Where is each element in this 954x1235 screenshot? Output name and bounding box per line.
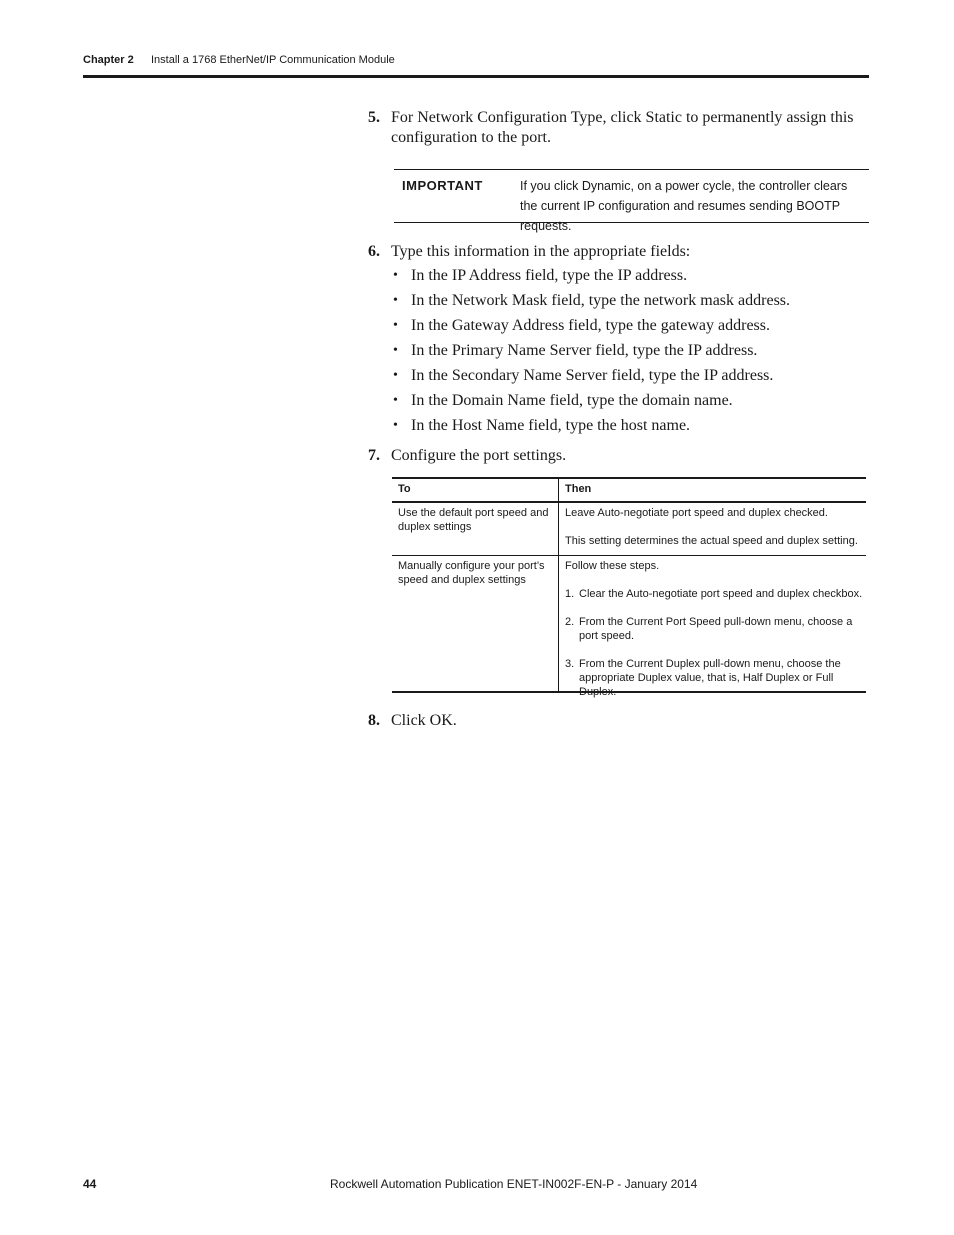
list-item-text: From the Current Duplex pull-down menu, choose the appropriate Duplex value, that is, Half Duplex or Full Duplex.	[579, 658, 841, 698]
cell-text: Follow these steps.	[565, 560, 660, 572]
column-header-then: Then	[565, 483, 592, 495]
table-header-rule	[392, 501, 866, 503]
bullet-icon: •	[393, 293, 398, 308]
cell-text: Leave Auto-negotiate port speed and duplex checked.	[565, 507, 828, 519]
table-row-1-to	[398, 506, 550, 534]
list-number: 2.	[565, 616, 575, 628]
bullet-icon: •	[393, 343, 398, 358]
cell-text: This setting determines the actual speed and duplex setting.	[565, 535, 858, 547]
step-number: 6.	[368, 243, 380, 260]
cell-text: Manually configure your port’s speed and duplex settings	[398, 560, 545, 586]
step-text: Type this information in the appropriate fields:	[391, 243, 691, 260]
list-item	[391, 341, 861, 366]
table-column-divider	[558, 477, 559, 692]
list-item-text: In the Network Mask field, type the network mask address.	[411, 292, 791, 309]
step-text: For Network Configuration Type, click Static to permanently assign this configuration to the port.	[391, 109, 854, 146]
table-row-2-to	[398, 559, 550, 587]
list-item	[565, 587, 863, 601]
bullet-icon: •	[393, 393, 398, 408]
list-item-text: In the IP Address field, type the IP address.	[411, 267, 688, 284]
bullet-icon: •	[393, 268, 398, 283]
list-item-text: In the Gateway Address field, type the gateway address.	[411, 317, 770, 334]
procedure-list	[565, 587, 863, 699]
important-text: If you click Dynamic, on a power cycle, the controller clears the current IP configuration and resumes sending BOOTP requests.	[520, 179, 848, 233]
bullet-icon: •	[393, 368, 398, 383]
table-row-rule	[392, 555, 866, 556]
list-item-text: Clear the Auto-negotiate port speed and duplex checkbox.	[579, 588, 863, 600]
list-item	[391, 391, 861, 416]
page-header	[83, 53, 869, 75]
list-number: 1.	[565, 588, 575, 600]
page-number: 44	[83, 1177, 97, 1191]
step-number: 7.	[368, 447, 380, 464]
list-number: 3.	[565, 658, 575, 670]
step-text: Click OK.	[391, 712, 457, 729]
list-item-text: In the Primary Name Server field, type the IP address.	[411, 342, 758, 359]
list-item	[565, 657, 863, 699]
field-bullet-list	[391, 266, 861, 441]
list-item	[391, 416, 861, 441]
chapter-title: Install a 1768 EtherNet/IP Communication Module	[151, 54, 395, 66]
table-row-2-then	[565, 559, 863, 699]
cell-text: Use the default port speed and duplex settings	[398, 507, 549, 533]
table-row-1-then	[565, 506, 863, 548]
list-item-text: In the Domain Name field, type the domain name.	[411, 392, 733, 409]
table-top-rule	[392, 477, 866, 479]
step-text: Configure the port settings.	[391, 447, 567, 464]
step-number: 5.	[368, 109, 380, 126]
list-item	[391, 291, 861, 316]
list-item-text: In the Host Name field, type the host name.	[411, 417, 691, 434]
list-item	[391, 316, 861, 341]
important-note	[394, 169, 869, 233]
bullet-icon: •	[393, 418, 398, 433]
list-item	[391, 266, 861, 291]
chapter-label: Chapter 2	[83, 54, 134, 66]
publication-info: Rockwell Automation Publication ENET-IN002F-EN-P - January 2014	[330, 1177, 698, 1191]
column-header-to: To	[398, 483, 411, 495]
list-item	[391, 366, 861, 391]
list-item	[565, 615, 863, 643]
list-item-text: From the Current Port Speed pull-down menu, choose a port speed.	[579, 616, 853, 642]
list-item-text: In the Secondary Name Server field, type the IP address.	[411, 367, 774, 384]
bullet-icon: •	[393, 318, 398, 333]
step-number: 8.	[368, 712, 380, 729]
header-divider	[83, 75, 869, 78]
important-label: IMPORTANT	[402, 178, 483, 193]
